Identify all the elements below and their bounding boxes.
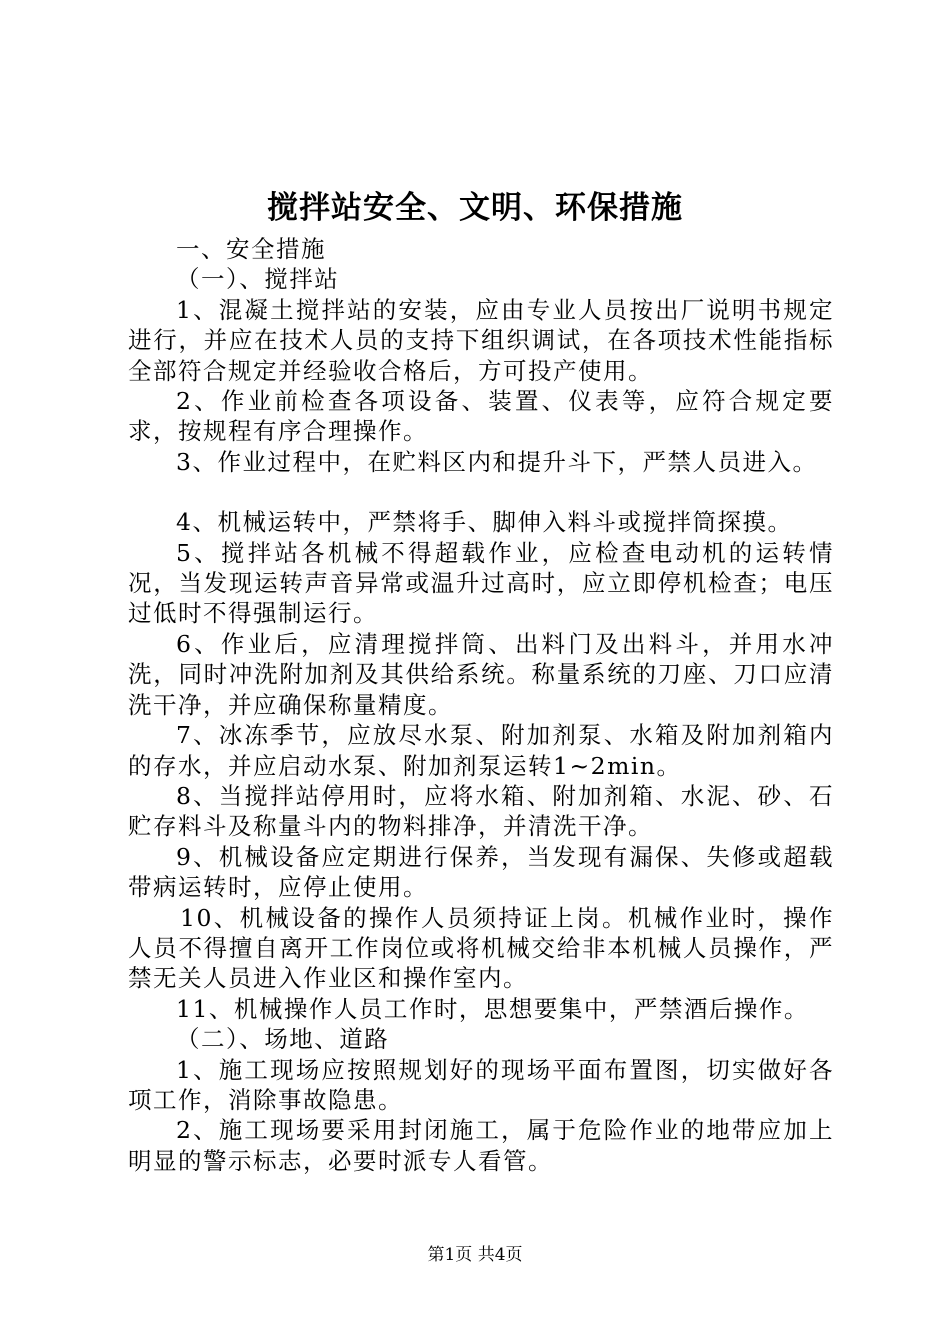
document-title: 搅拌站安全、文明、环保措施 [267,190,683,226]
paragraph: 9、机械设备应定期进行保养，当发现有漏保、失修或超载带病运转时，应停止使用。 [128,842,834,902]
paragraph: 5、搅拌站各机械不得超载作业，应检查电动机的运转情况，当发现运转声音异常或温升过高时，应立即停机检查；电压过低时不得强制运行。 [128,538,834,628]
paragraph: 6、作业后，应清理搅拌筒、出料门及出料斗，并用水冲洗，同时冲洗附加剂及其供给系统。称量系统的刀座、刀口应清洗干净，并应确保称量精度。 [128,629,834,719]
subsection-heading: （一）、搅拌站 [176,265,340,294]
paragraph: 2、施工现场要采用封闭施工，属于危险作业的地带应加上明显的警示标志，必要时派专人看管。 [128,1116,834,1175]
paragraph: 1、施工现场应按照规划好的现场平面布置图，切实做好各项工作，消除事故隐患。 [128,1055,834,1114]
paragraph: 1、混凝土搅拌站的安装，应由专业人员按出厂说明书规定进行，并应在技术人员的支持下组织调试，在各项技术性能指标全部符合规定并经验收合格后，方可投产使用。 [128,295,834,385]
paragraph: 3、作业过程中，在贮料区内和提升斗下，严禁人员进入。 [176,447,818,476]
document-body [128,234,834,1176]
paragraph: 10、机械设备的操作人员须持证上岗。机械作业时，操作人员不得擅自离开工作岗位或将机械交给非本机械人员操作，严禁无关人员进入作业区和操作室内。 [128,903,834,993]
paragraph: 11、机械操作人员工作时，思想要集中，严禁酒后操作。 [176,994,809,1023]
page-footer: 第1页 共4页 [427,1245,523,1265]
paragraph: 4、机械运转中，严禁将手、脚伸入料斗或搅拌筒探摸。 [176,508,793,537]
paragraph: 2、作业前检查各项设备、装置、仪表等，应符合规定要求，按规程有序合理操作。 [128,387,834,446]
paragraph: 8、当搅拌站停用时，应将水箱、附加剂箱、水泥、砂、石贮存料斗及称量斗内的物料排净，并清洗干净。 [128,781,834,841]
paragraph: 7、冰冻季节，应放尽水泵、附加剂泵、水箱及附加剂箱内的存水，并应启动水泵、附加剂泵运转1~2min。 [128,721,834,780]
subsection-heading: （二）、场地、道路 [176,1025,390,1054]
section-heading: 一、安全措施 [176,235,326,263]
